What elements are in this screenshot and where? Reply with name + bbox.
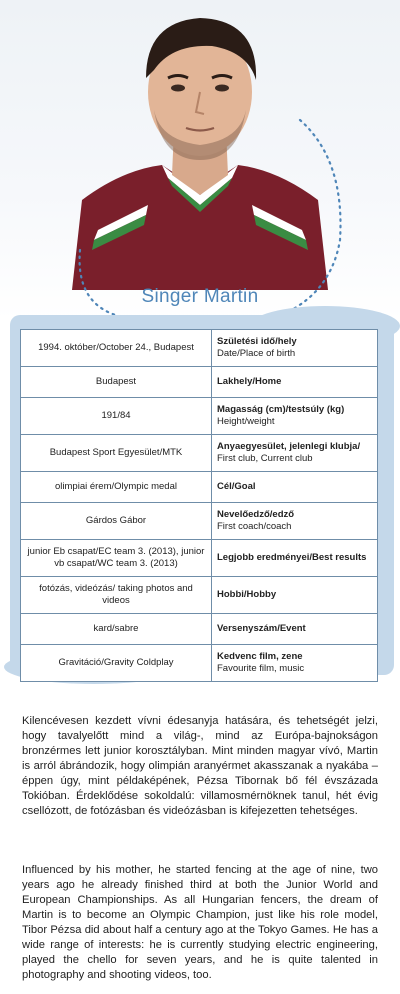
table-value: Budapest Sport Egyesület/MTK — [21, 435, 212, 472]
table-label: Cél/Goal — [212, 472, 378, 503]
table-row — [21, 540, 378, 577]
table-value: kard/sabre — [21, 614, 212, 645]
photo-area — [0, 0, 400, 320]
table-value: 191/84 — [21, 398, 212, 435]
athlete-name: Singer Martin — [141, 286, 259, 307]
table-row — [21, 614, 378, 645]
bio-paragraph-english: Influenced by his mother, he started fencing at the age of nine, two years ago he already finished third at both the Junior World and European Championships. As all Hungarian fencers, the dream of Martin is to become an Olympic Champion, just like his role model, Tibor Pézsa did about half a century ago at the Tokyo Games. He has a wide range of interests: he is currently studying electric engineering, played the chello for seven years, and he is quite talented in photography and shooting videos, too. — [22, 864, 378, 982]
table-row — [21, 435, 378, 472]
table-row — [21, 577, 378, 614]
table-row — [21, 503, 378, 540]
table-value: junior Eb csapat/EC team 3. (2013), junior vb csapat/WC team 3. (2013) — [21, 540, 212, 577]
table-value: 1994. október/October 24., Budapest — [21, 330, 212, 367]
table-value: Budapest — [21, 367, 212, 398]
table-value: fotózás, videózás/ taking photos and videos — [21, 577, 212, 614]
table-label: Legjobb eredményei/Best results — [212, 540, 378, 577]
dotted-arc-decoration — [0, 0, 400, 320]
table-value: Gravitáció/Gravity Coldplay — [21, 645, 212, 682]
table-value: olimpiai érem/Olympic medal — [21, 472, 212, 503]
table-label: Születési idő/hely Date/Place of birth — [212, 330, 378, 367]
table-label: Nevelőedző/edző First coach/coach — [212, 503, 378, 540]
table-label: Hobbi/Hobby — [212, 577, 378, 614]
table-label: Magasság (cm)/testsúly (kg) Height/weight — [212, 398, 378, 435]
table-row — [21, 367, 378, 398]
table-value: Gárdos Gábor — [21, 503, 212, 540]
table-row — [21, 330, 378, 367]
table-label: Anyaegyesület, jelenlegi klubja/ First club, Current club — [212, 435, 378, 472]
table-label: Lakhely/Home — [212, 367, 378, 398]
table-row — [21, 645, 378, 682]
table-row — [21, 398, 378, 435]
table-label: Versenyszám/Event — [212, 614, 378, 645]
bio-paragraph-hungarian: Kilencévesen kezdett vívni édesanyja hatására, és tehetségét jelzi, hogy tavalyelőtt mind a világ-, mind az Európa-bajnokságon bronzérmes lett junior korosztályban. Mint minden magyar vívó, Martin is arról ábrándozik, hogy olimpián aranyérmet akasszanak a nyakába – éppen úgy, mint példaképének, Pézsa Tibornak bő fél évszázada Tokióban. Érdeklődése sokoldalú: villamosmérnöknek tanul, hét évig csellózott, de fotózásban és videózásban is kifejezetten tehetséges. — [22, 715, 378, 818]
table-row — [21, 472, 378, 503]
profile-table — [20, 329, 378, 682]
table-label: Kedvenc film, zene Favourite film, music — [212, 645, 378, 682]
